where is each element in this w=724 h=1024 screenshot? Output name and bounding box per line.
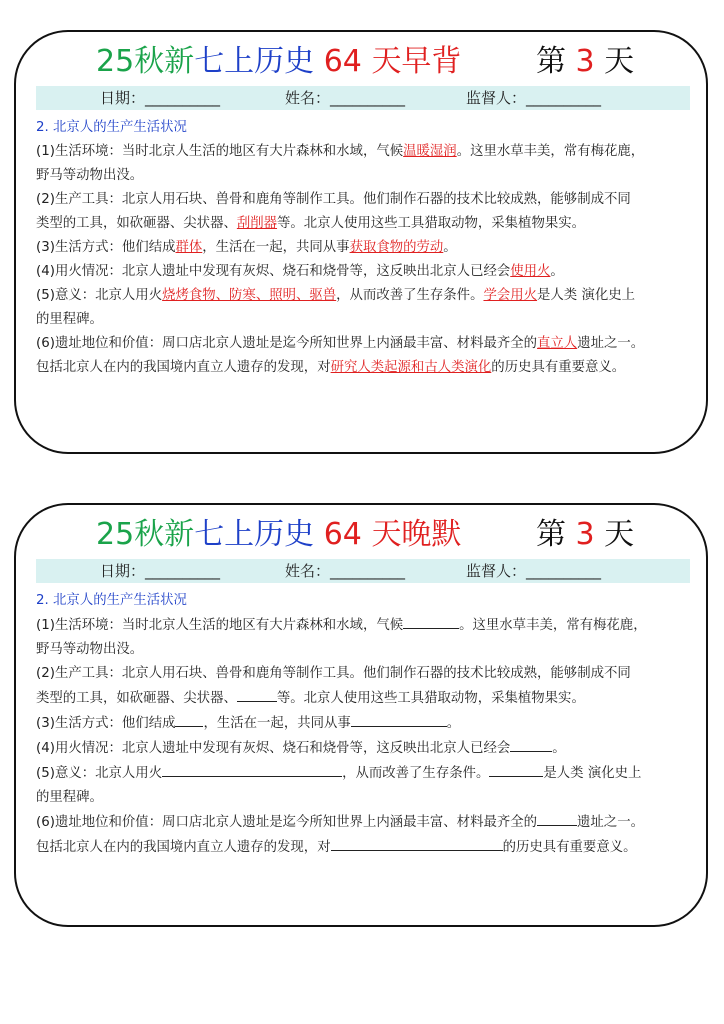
line-3: (3)生活方式：他们结成群体，生活在一起，共同从事获取食物的劳动。 — [36, 240, 457, 255]
day-suffix: 天 — [594, 44, 635, 79]
line-6: (6)遗址地位和价值：周口店北京人遗址是迄今所知世界上内涵最丰富、材料最齐全的直立人遗址之一。 — [36, 336, 645, 351]
title-part-2: 七上历史 — [194, 44, 315, 79]
info-bar — [36, 559, 690, 583]
morning-recitation-card — [14, 30, 708, 454]
date-field: 日期：__________ — [100, 89, 221, 107]
name-field: 姓名：__________ — [285, 562, 406, 580]
day-suffix: 天 — [594, 517, 635, 552]
card-content — [36, 116, 692, 380]
answer-group: 群体 — [175, 240, 203, 255]
title-part-3: 64 — [314, 517, 372, 552]
answer-fire-uses: 烧烤食物、防寒、照明、驱兽 — [162, 288, 337, 303]
name-field: 姓名：__________ — [285, 89, 406, 107]
section-heading: 2. 北京人的生产生活状况 — [36, 593, 187, 608]
evening-dictation-card — [14, 503, 708, 927]
blank-group[interactable] — [175, 711, 203, 727]
line-2: (2)生产工具：北京人用石块、兽骨和鹿角等制作工具。他们制作石器的技术比较成熟，能够制成不同 — [36, 192, 631, 207]
supervisor-field: 监督人：__________ — [466, 562, 602, 580]
blank-climate[interactable] — [403, 613, 459, 629]
title-part-1: 25秋新 — [96, 44, 195, 79]
line-5: (5)意义：北京人用火 ，从而改善了生存条件。 是人类 演化史上 — [36, 761, 692, 786]
line-6: (6)遗址地位和价值：周口店北京人遗址是迄今所知世界上内涵最丰富、材料最齐全的 遗址之一。 — [36, 810, 692, 835]
blank-research[interactable] — [331, 835, 503, 851]
answer-tool: 刮削器 — [236, 216, 278, 231]
card-title — [96, 515, 461, 555]
line-2b: 类型的工具，如砍砸器、尖状器、刮削器等。北京人使用这些工具猎取动物，采集植物果实。 — [36, 216, 586, 231]
line-1b: 野马等动物出没。 — [36, 642, 144, 657]
blank-learn-fire[interactable] — [489, 761, 543, 777]
title-part-2: 七上历史 — [194, 517, 315, 552]
blank-fire-uses[interactable] — [162, 761, 342, 777]
line-1: (1)生活环境：当时北京人生活的地区有大片森林和水域，气候温暖湿润。这里水草丰美，常有梅花鹿， — [36, 144, 645, 159]
line-4: (4)用火情况：北京人遗址中发现有灰烬、烧石和烧骨等，这反映出北京人已经会 。 — [36, 736, 692, 761]
title-part-1: 25秋新 — [96, 517, 195, 552]
date-field: 日期：__________ — [100, 562, 221, 580]
line-2: (2)生产工具：北京人用石块、兽骨和鹿角等制作工具。他们制作石器的技术比较成熟，能够制成不同 — [36, 666, 631, 681]
line-4: (4)用火情况：北京人遗址中发现有灰烬、烧石和烧骨等，这反映出北京人已经会使用火。 — [36, 264, 564, 279]
line-5: (5)意义：北京人用火烧烤食物、防寒、照明、驱兽，从而改善了生存条件。学会用火是人类 演化史上 — [36, 288, 636, 303]
line-6b: 包括北京人在内的我国境内直立人遗存的发现，对 的历史具有重要意义。 — [36, 835, 692, 860]
card-title-row — [16, 42, 706, 82]
supervisor-field: 监督人：__________ — [466, 89, 602, 107]
blank-labor[interactable] — [351, 711, 447, 727]
day-number: 3 — [575, 44, 595, 79]
blank-homo-erectus[interactable] — [537, 810, 577, 826]
info-bar — [36, 86, 690, 110]
line-2b: 类型的工具，如砍砸器、尖状器、 等。北京人使用这些工具猎取动物，采集植物果实。 — [36, 686, 692, 711]
answer-climate: 温暖湿润 — [403, 144, 457, 159]
blank-fire[interactable] — [510, 736, 552, 752]
line-6b: 包括北京人在内的我国境内直立人遗存的发现，对研究人类起源和古人类演化的历史具有重要意义。 — [36, 360, 626, 375]
day-label — [536, 515, 634, 555]
title-part-3: 64 — [314, 44, 372, 79]
answer-labor: 获取食物的劳动 — [349, 240, 444, 255]
answer-fire: 使用火 — [510, 264, 551, 279]
day-prefix: 第 — [536, 44, 576, 79]
card-title-row — [16, 515, 706, 555]
blank-tool[interactable] — [237, 686, 277, 702]
line-1b: 野马等动物出没。 — [36, 168, 144, 183]
section-heading: 2. 北京人的生产生活状况 — [36, 120, 187, 135]
line-3: (3)生活方式：他们结成 ，生活在一起，共同从事 。 — [36, 711, 692, 736]
title-part-4: 天早背 — [371, 44, 462, 79]
title-part-4: 天晚默 — [371, 517, 462, 552]
answer-learn-fire: 学会用火 — [483, 288, 538, 303]
answer-homo-erectus: 直立人 — [537, 336, 578, 351]
day-prefix: 第 — [536, 517, 576, 552]
line-1: (1)生活环境：当时北京人生活的地区有大片森林和水域，气候 。这里水草丰美，常有梅花鹿， — [36, 613, 692, 638]
line-5b: 的里程碑。 — [36, 790, 103, 805]
day-number: 3 — [575, 517, 595, 552]
line-5b: 的里程碑。 — [36, 312, 103, 327]
card-content — [36, 589, 692, 860]
day-label — [536, 42, 634, 82]
card-title — [96, 42, 461, 82]
answer-research: 研究人类起源和古人类演化 — [330, 360, 492, 375]
